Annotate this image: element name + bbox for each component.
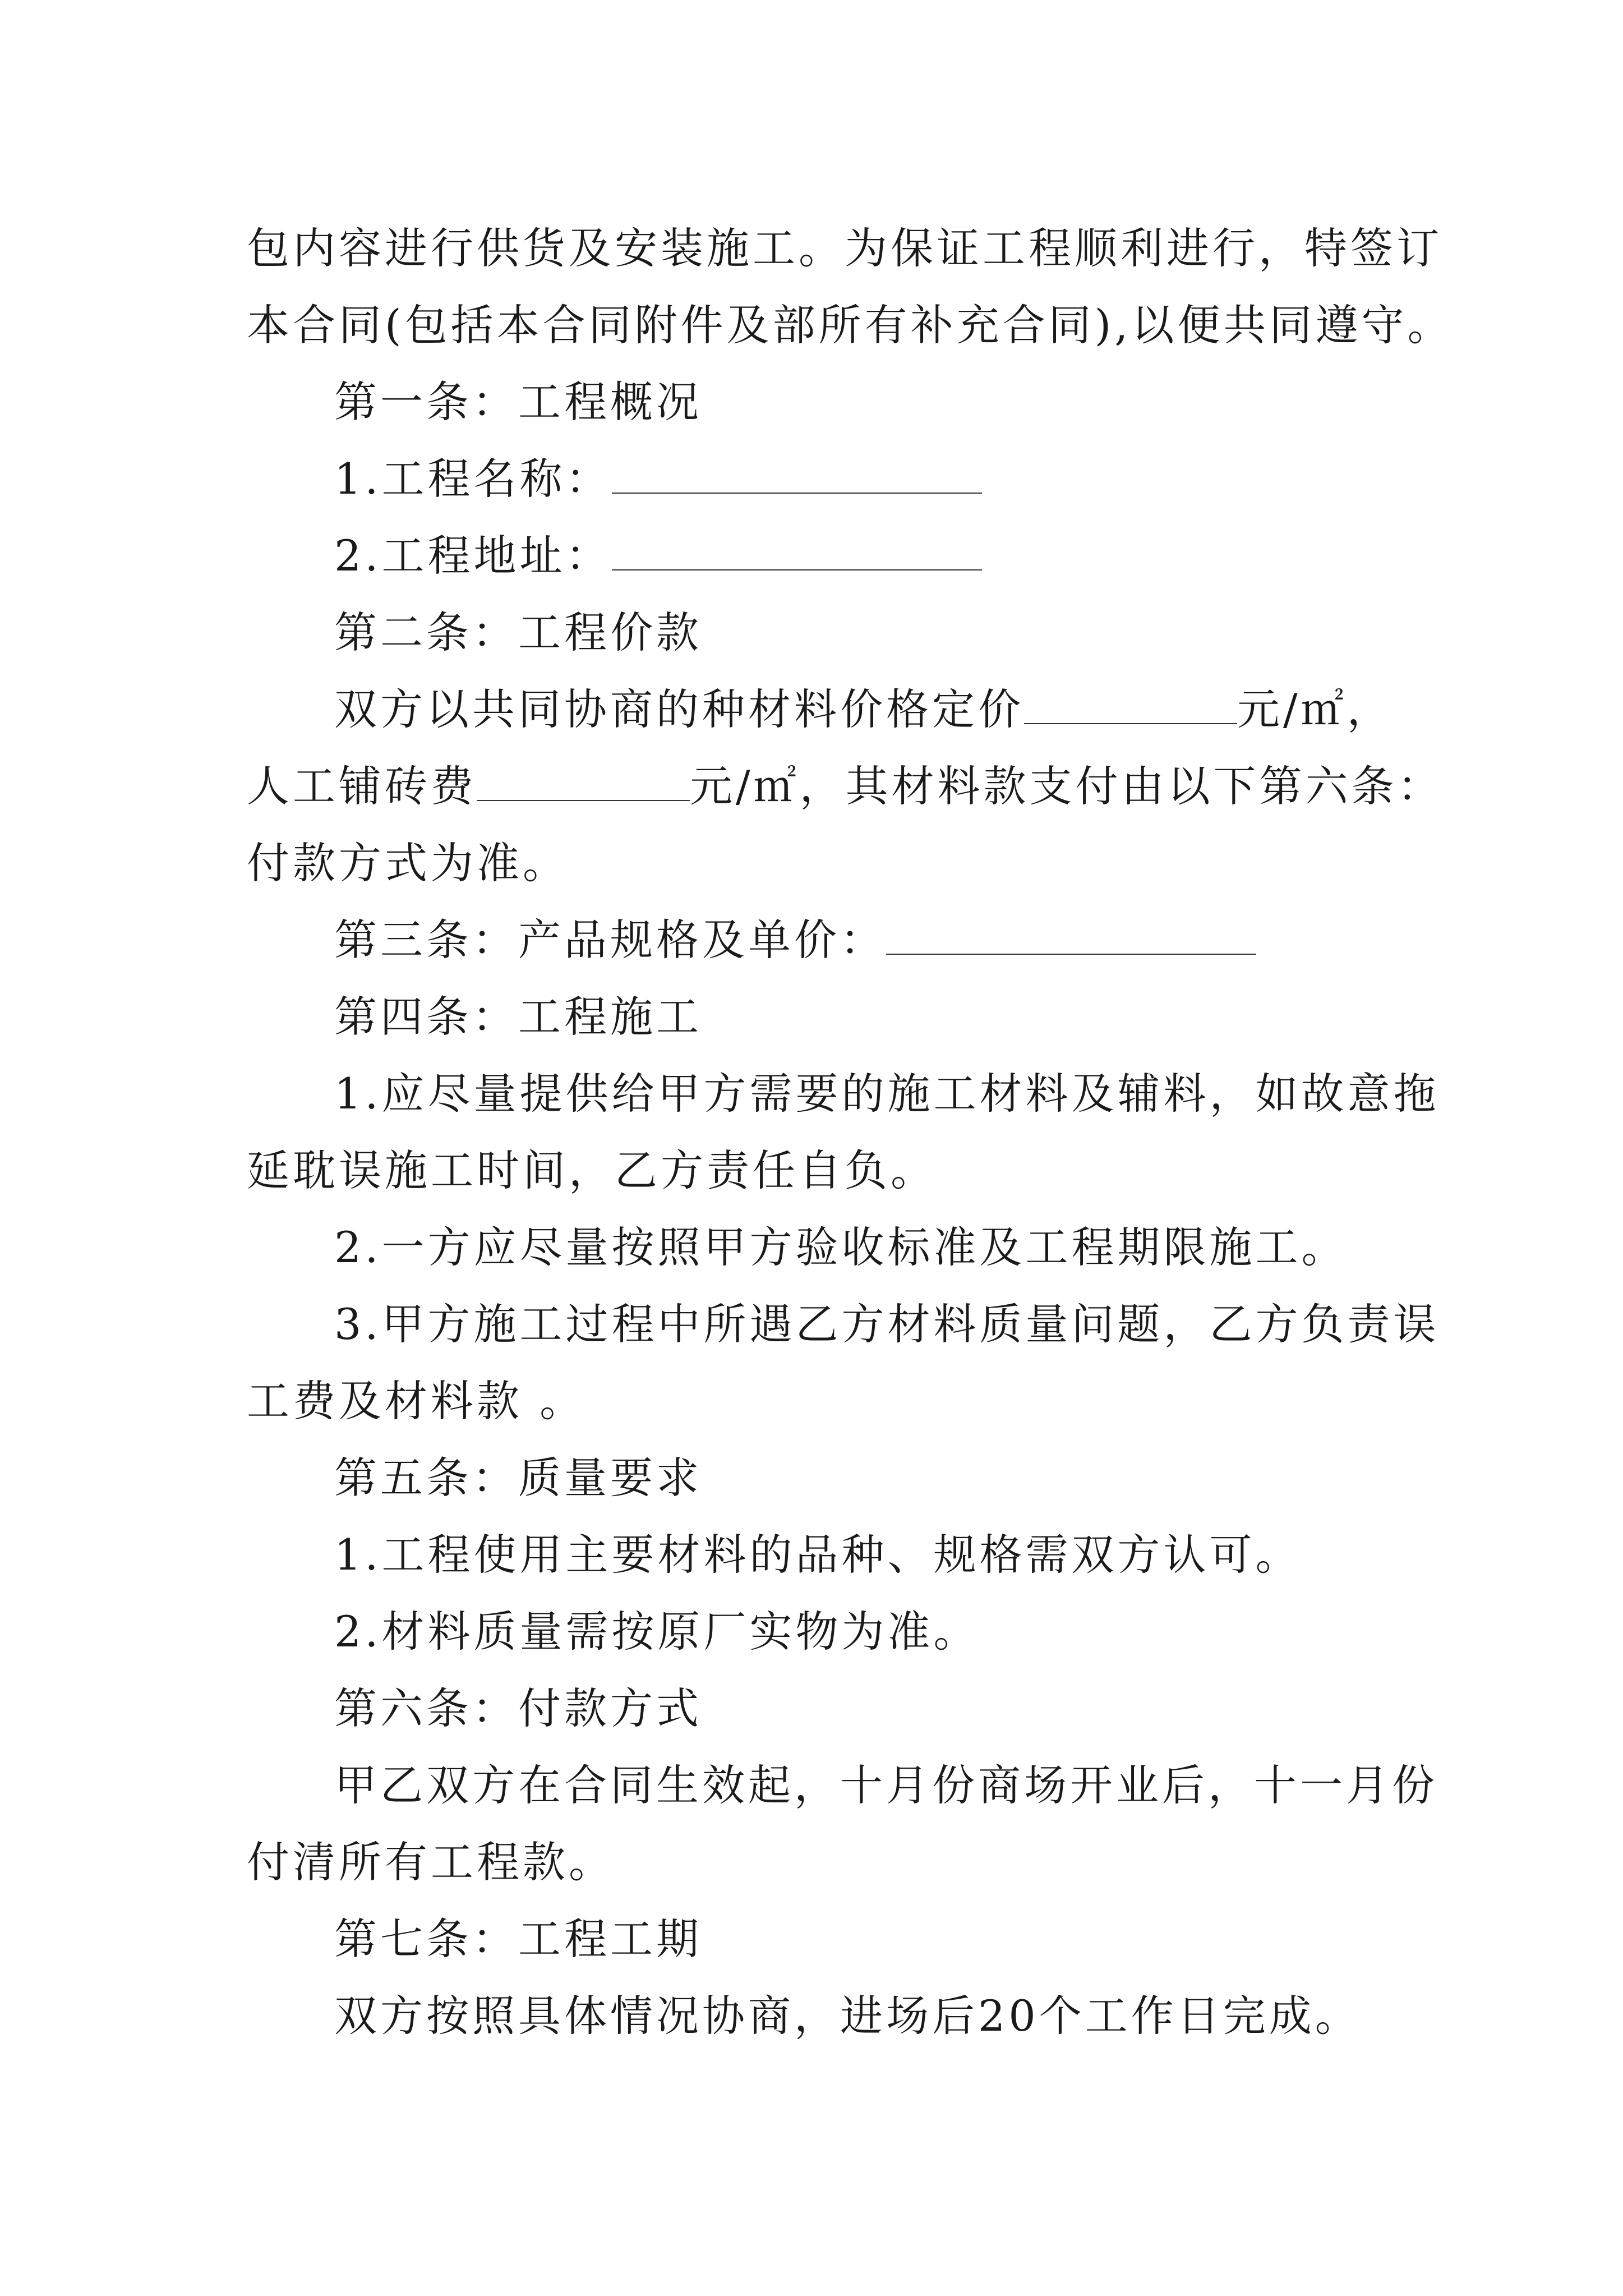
text: 付清所有工程款。 bbox=[247, 1837, 615, 1887]
paragraph-line bbox=[247, 1132, 1391, 1209]
paragraph-line bbox=[247, 210, 1442, 287]
heading-text: 第五条：质量要求 bbox=[334, 1453, 702, 1503]
labor-row bbox=[247, 748, 1444, 825]
price-row bbox=[247, 671, 1391, 748]
heading-text: 第一条：工程概况 bbox=[334, 377, 702, 427]
project-name-row bbox=[247, 440, 1391, 517]
section-heading-3 bbox=[247, 901, 1391, 978]
section-heading-5 bbox=[247, 1439, 1391, 1516]
paragraph-line bbox=[247, 287, 1454, 364]
text: 3.甲方施工过程中所遇乙方材料质量问题，乙方负责误 bbox=[334, 1299, 1440, 1349]
text: 2.材料质量需按原厂实物为准。 bbox=[334, 1607, 980, 1657]
paragraph-line bbox=[247, 1747, 1438, 1824]
heading-text: 第二条：工程价款 bbox=[334, 608, 702, 657]
paragraph-line bbox=[247, 1824, 1391, 1901]
section-heading-6 bbox=[247, 1670, 1391, 1747]
paragraph-line bbox=[247, 1977, 1391, 2054]
material-price-blank bbox=[1024, 687, 1237, 724]
paragraph-line bbox=[247, 1363, 1391, 1439]
unit-text: 元/㎡， bbox=[1237, 684, 1393, 734]
paragraph-line bbox=[247, 1055, 1440, 1132]
labor-price-blank bbox=[477, 764, 690, 801]
text: 付款方式为准。 bbox=[247, 838, 569, 888]
section-heading-1 bbox=[247, 364, 1391, 440]
paragraph-line bbox=[247, 1593, 1391, 1670]
paragraph-line bbox=[247, 1286, 1440, 1363]
paragraph-line bbox=[247, 825, 1391, 901]
heading-text: 第六条：付款方式 bbox=[334, 1683, 702, 1733]
heading-text: 第七条：工程工期 bbox=[334, 1914, 702, 1964]
project-address-label: 2.工程地址： bbox=[334, 531, 612, 581]
section-heading-4 bbox=[247, 978, 1391, 1055]
text: 1.工程使用主要材料的品种、规格需双方认可。 bbox=[334, 1530, 1302, 1580]
text: 包内容进行供货及安装施工。为保证工程顺利进行，特签订 bbox=[247, 223, 1442, 273]
labor-unit-text: 元/㎡，其材料款支付由以下第六条： bbox=[690, 761, 1444, 811]
section-heading-2 bbox=[247, 594, 1391, 671]
paragraph-line bbox=[247, 1209, 1391, 1286]
text: 延耽误施工时间，乙方责任自负。 bbox=[247, 1145, 937, 1195]
section-heading-7 bbox=[247, 1901, 1391, 1977]
text: 2.一方应尽量按照甲方验收标准及工程期限施工。 bbox=[334, 1222, 1348, 1272]
contract-body bbox=[247, 210, 1454, 2054]
price-text: 双方以共同协商的种材料价格定价 bbox=[334, 684, 1024, 734]
text: 本合同(包括本合同附件及部所有补充合同),以便共同遵守。 bbox=[247, 300, 1454, 350]
text: 甲乙双方在合同生效起，十月份商场开业后，十一月份 bbox=[334, 1760, 1438, 1810]
text: 双方按照具体情况协商，进场后20个工作日完成。 bbox=[334, 1991, 1361, 2041]
project-name-label: 1.工程名称： bbox=[334, 454, 612, 504]
labor-text: 人工铺砖费 bbox=[247, 761, 477, 811]
text: 1.应尽量提供给甲方需要的施工材料及辅料，如故意拖 bbox=[334, 1069, 1440, 1119]
project-address-blank bbox=[612, 533, 982, 570]
heading-text: 第三条：产品规格及单价： bbox=[334, 915, 886, 965]
spec-price-blank bbox=[886, 918, 1256, 955]
project-address-row bbox=[247, 517, 1391, 594]
heading-text: 第四条：工程施工 bbox=[334, 992, 702, 1042]
paragraph-line bbox=[247, 1516, 1391, 1593]
project-name-blank bbox=[612, 457, 982, 494]
text: 工费及材料款 。 bbox=[247, 1376, 586, 1426]
